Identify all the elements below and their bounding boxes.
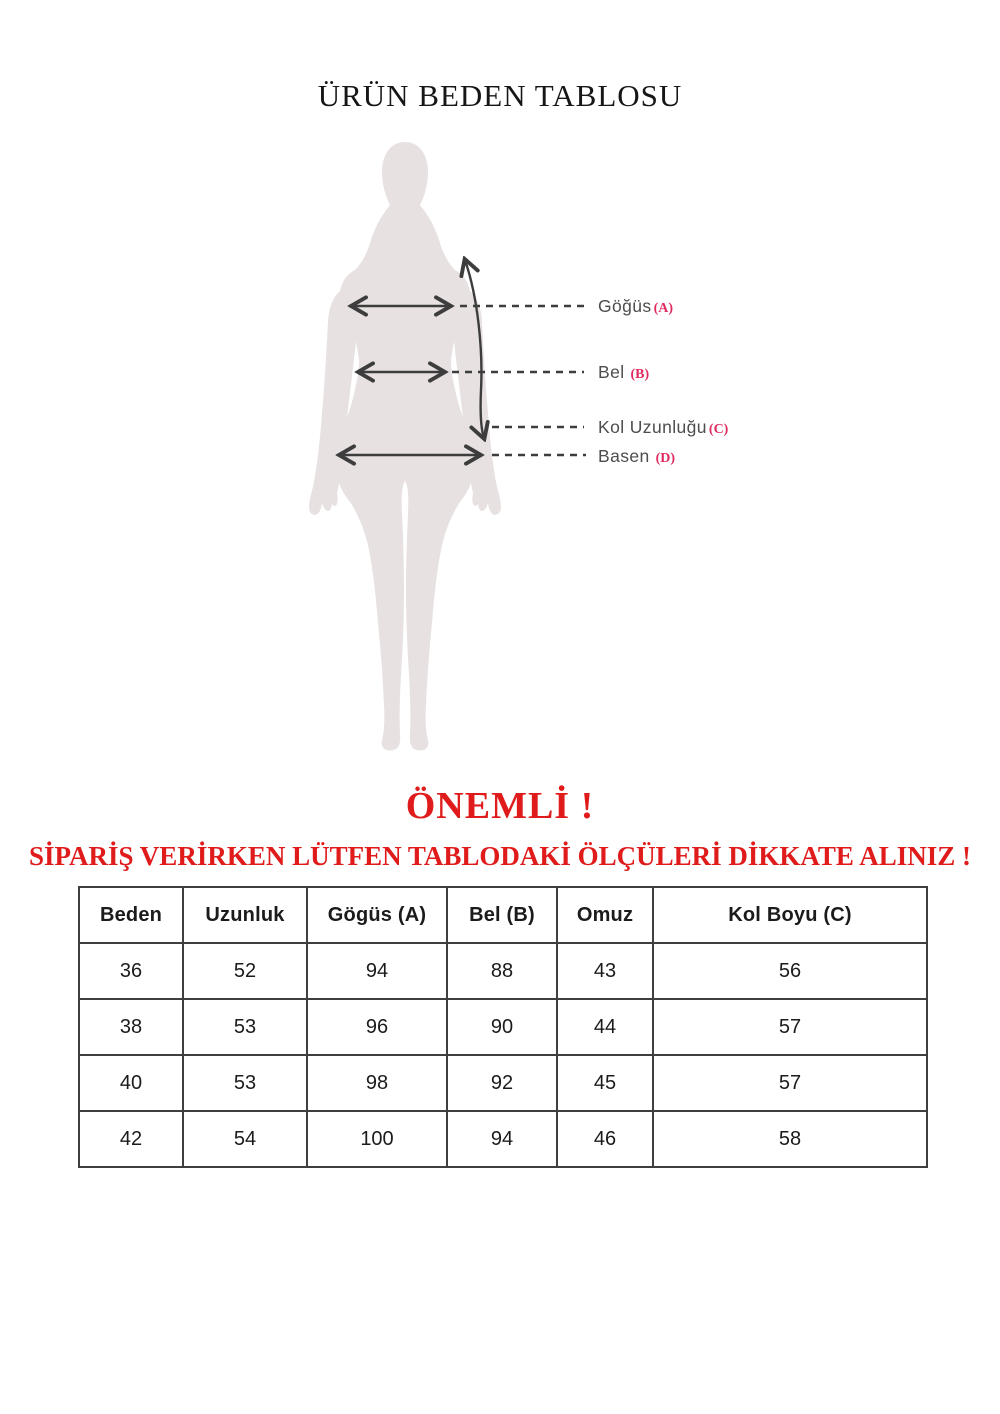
label-arm-length-code: (C) [708, 422, 729, 437]
body-measurement-diagram [300, 138, 600, 753]
label-hip-text: Basen [598, 446, 650, 466]
table-header-cell: Kol Boyu (C) [653, 887, 927, 943]
table-cell: 43 [557, 943, 653, 999]
table-header-cell: Beden [79, 887, 183, 943]
label-hip [598, 446, 675, 467]
table-header-cell: Omuz [557, 887, 653, 943]
label-hip-code: (D) [655, 451, 676, 466]
table-header-row [79, 887, 927, 943]
table-cell: 56 [653, 943, 927, 999]
table-row [79, 999, 927, 1055]
table-row [79, 1055, 927, 1111]
table-cell: 57 [653, 1055, 927, 1111]
table-cell: 92 [447, 1055, 557, 1111]
table-cell: 98 [307, 1055, 447, 1111]
table-cell: 42 [79, 1111, 183, 1167]
table-cell: 40 [79, 1055, 183, 1111]
table-cell: 38 [79, 999, 183, 1055]
table-cell: 88 [447, 943, 557, 999]
table-cell: 44 [557, 999, 653, 1055]
notice-heading: ÖNEMLİ ! [405, 785, 595, 827]
table-row [79, 1111, 927, 1167]
table-cell: 94 [447, 1111, 557, 1167]
table-cell: 94 [307, 943, 447, 999]
table-cell: 52 [183, 943, 307, 999]
table-header-cell: Bel (B) [447, 887, 557, 943]
label-chest [598, 296, 673, 317]
label-chest-text: Göğüs [598, 296, 652, 316]
table-cell: 96 [307, 999, 447, 1055]
label-waist-text: Bel [598, 362, 625, 382]
table-cell: 53 [183, 999, 307, 1055]
label-chest-code: (A) [653, 301, 673, 316]
table-cell: 36 [79, 943, 183, 999]
table-cell: 54 [183, 1111, 307, 1167]
table-header-cell: Gögüs (A) [307, 887, 447, 943]
table-header-cell: Uzunluk [183, 887, 307, 943]
notice-warning: SİPARİŞ VERİRKEN LÜTFEN TABLODAKİ ÖLÇÜLERİ DİKKATE ALINIZ ! [29, 841, 971, 871]
table-cell: 57 [653, 999, 927, 1055]
label-waist-code: (B) [630, 367, 650, 382]
table-row [79, 943, 927, 999]
table-cell: 58 [653, 1111, 927, 1167]
table-cell: 90 [447, 999, 557, 1055]
female-silhouette [309, 142, 501, 751]
label-arm-length [598, 417, 728, 438]
size-table [78, 886, 928, 1168]
table-cell: 45 [557, 1055, 653, 1111]
label-waist [598, 362, 649, 383]
table-cell: 100 [307, 1111, 447, 1167]
page-title: ÜRÜN BEDEN TABLOSU [317, 78, 683, 113]
table-cell: 53 [183, 1055, 307, 1111]
table-cell: 46 [557, 1111, 653, 1167]
label-arm-length-text: Kol Uzunluğu [598, 417, 707, 437]
